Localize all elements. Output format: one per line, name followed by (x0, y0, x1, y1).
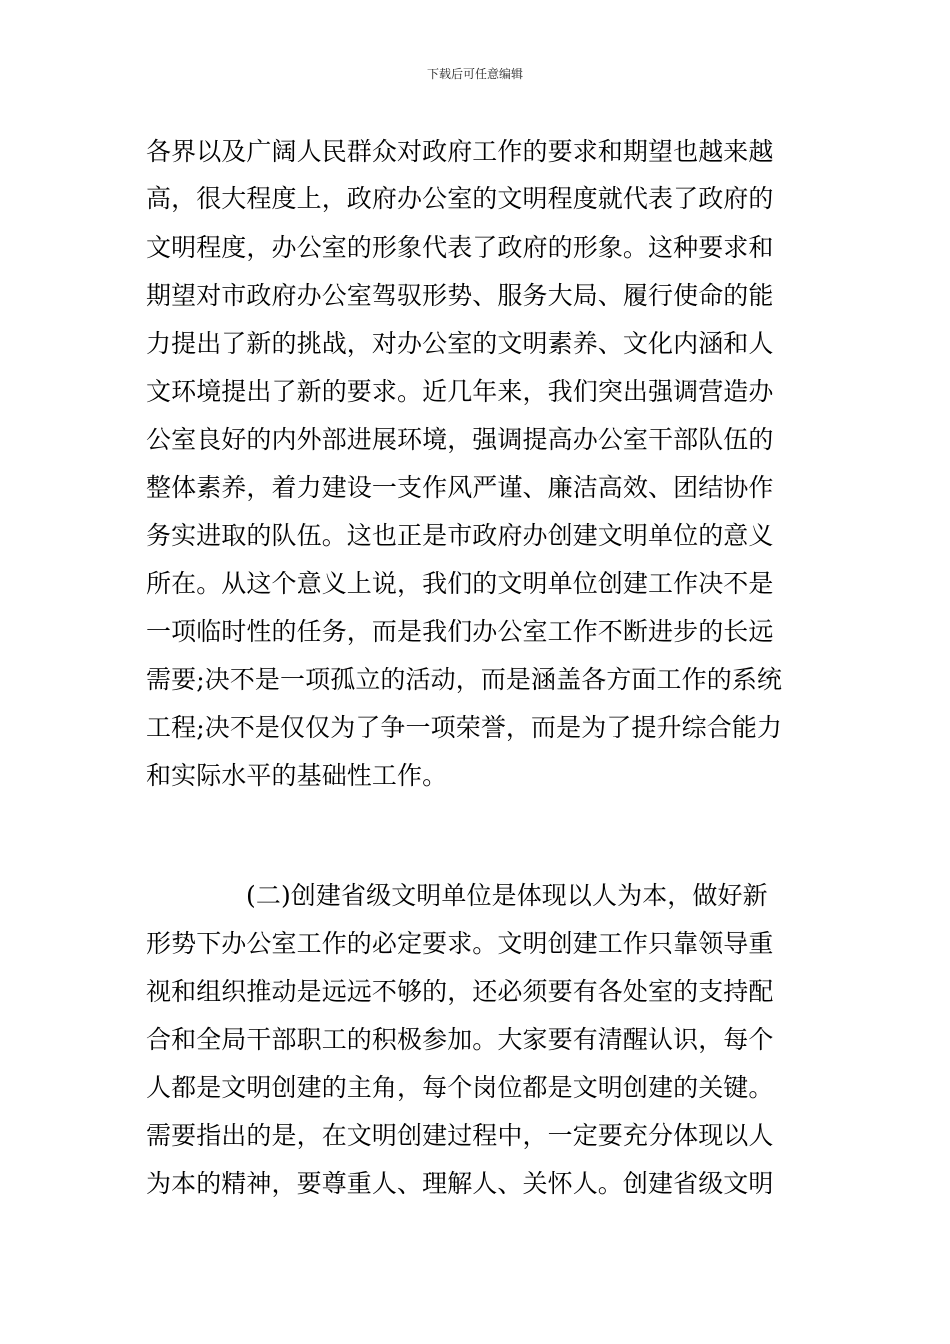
paragraph-line: 工程;决不是仅仅为了争一项荣誉，而是为了提升综合能力 (146, 713, 783, 742)
paragraph-line: 需要;决不是一项孤立的活动，而是涵盖各方面工作的系统 (146, 665, 783, 694)
paragraph-line: 一项临时性的任务，而是我们办公室工作不断进步的长远 (146, 617, 774, 646)
paragraph-line: 合和全局干部职工的积极参加。大家要有清醒认识，每个 (146, 1025, 774, 1054)
paragraph-line: 各界以及广阔人民群众对政府工作的要求和期望也越来越 (146, 137, 774, 166)
paragraph-line: (二)创建省级文明单位是体现以人为本，做好新 (246, 881, 768, 910)
paragraph-line: 为本的精神，要尊重人、理解人、关怀人。创建省级文明 (146, 1169, 774, 1198)
paragraph-line: 视和组织推动是远远不够的，还必须要有各处室的支持配 (146, 977, 774, 1006)
paragraph-line: 高，很大程度上，政府办公室的文明程度就代表了政府的 (146, 184, 774, 213)
paragraph-line: 所在。从这个意义上说，我们的文明单位创建工作决不是 (146, 569, 774, 598)
paragraph-line: 力提出了新的挑战，对办公室的文明素养、文化内涵和人 (146, 329, 774, 358)
paragraph-line: 公室良好的内外部进展环境，强调提高办公室干部队伍的 (146, 425, 774, 454)
paragraph-line: 务实进取的队伍。这也正是市政府办创建文明单位的意义 (146, 521, 774, 550)
paragraph-line: 和实际水平的基础性工作。 (146, 761, 448, 790)
paragraph-line: 期望对市政府办公室驾驭形势、服务大局、履行使命的能 (146, 281, 774, 310)
paragraph-line: 整体素养，着力建设一支作风严谨、廉洁高效、团结协作 (146, 473, 774, 502)
paragraph-line: 形势下办公室工作的必定要求。文明创建工作只靠领导重 (146, 929, 774, 958)
paragraph-line: 文明程度，办公室的形象代表了政府的形象。这种要求和 (146, 233, 774, 262)
page-header: 下载后可任意编辑 (426, 67, 523, 81)
paragraph-line: 需要指出的是，在文明创建过程中，一定要充分体现以人 (146, 1121, 774, 1150)
paragraph-line: 文环境提出了新的要求。近几年来，我们突出强调营造办 (146, 377, 774, 406)
paragraph-line: 人都是文明创建的主角，每个岗位都是文明创建的关键。 (146, 1073, 774, 1102)
